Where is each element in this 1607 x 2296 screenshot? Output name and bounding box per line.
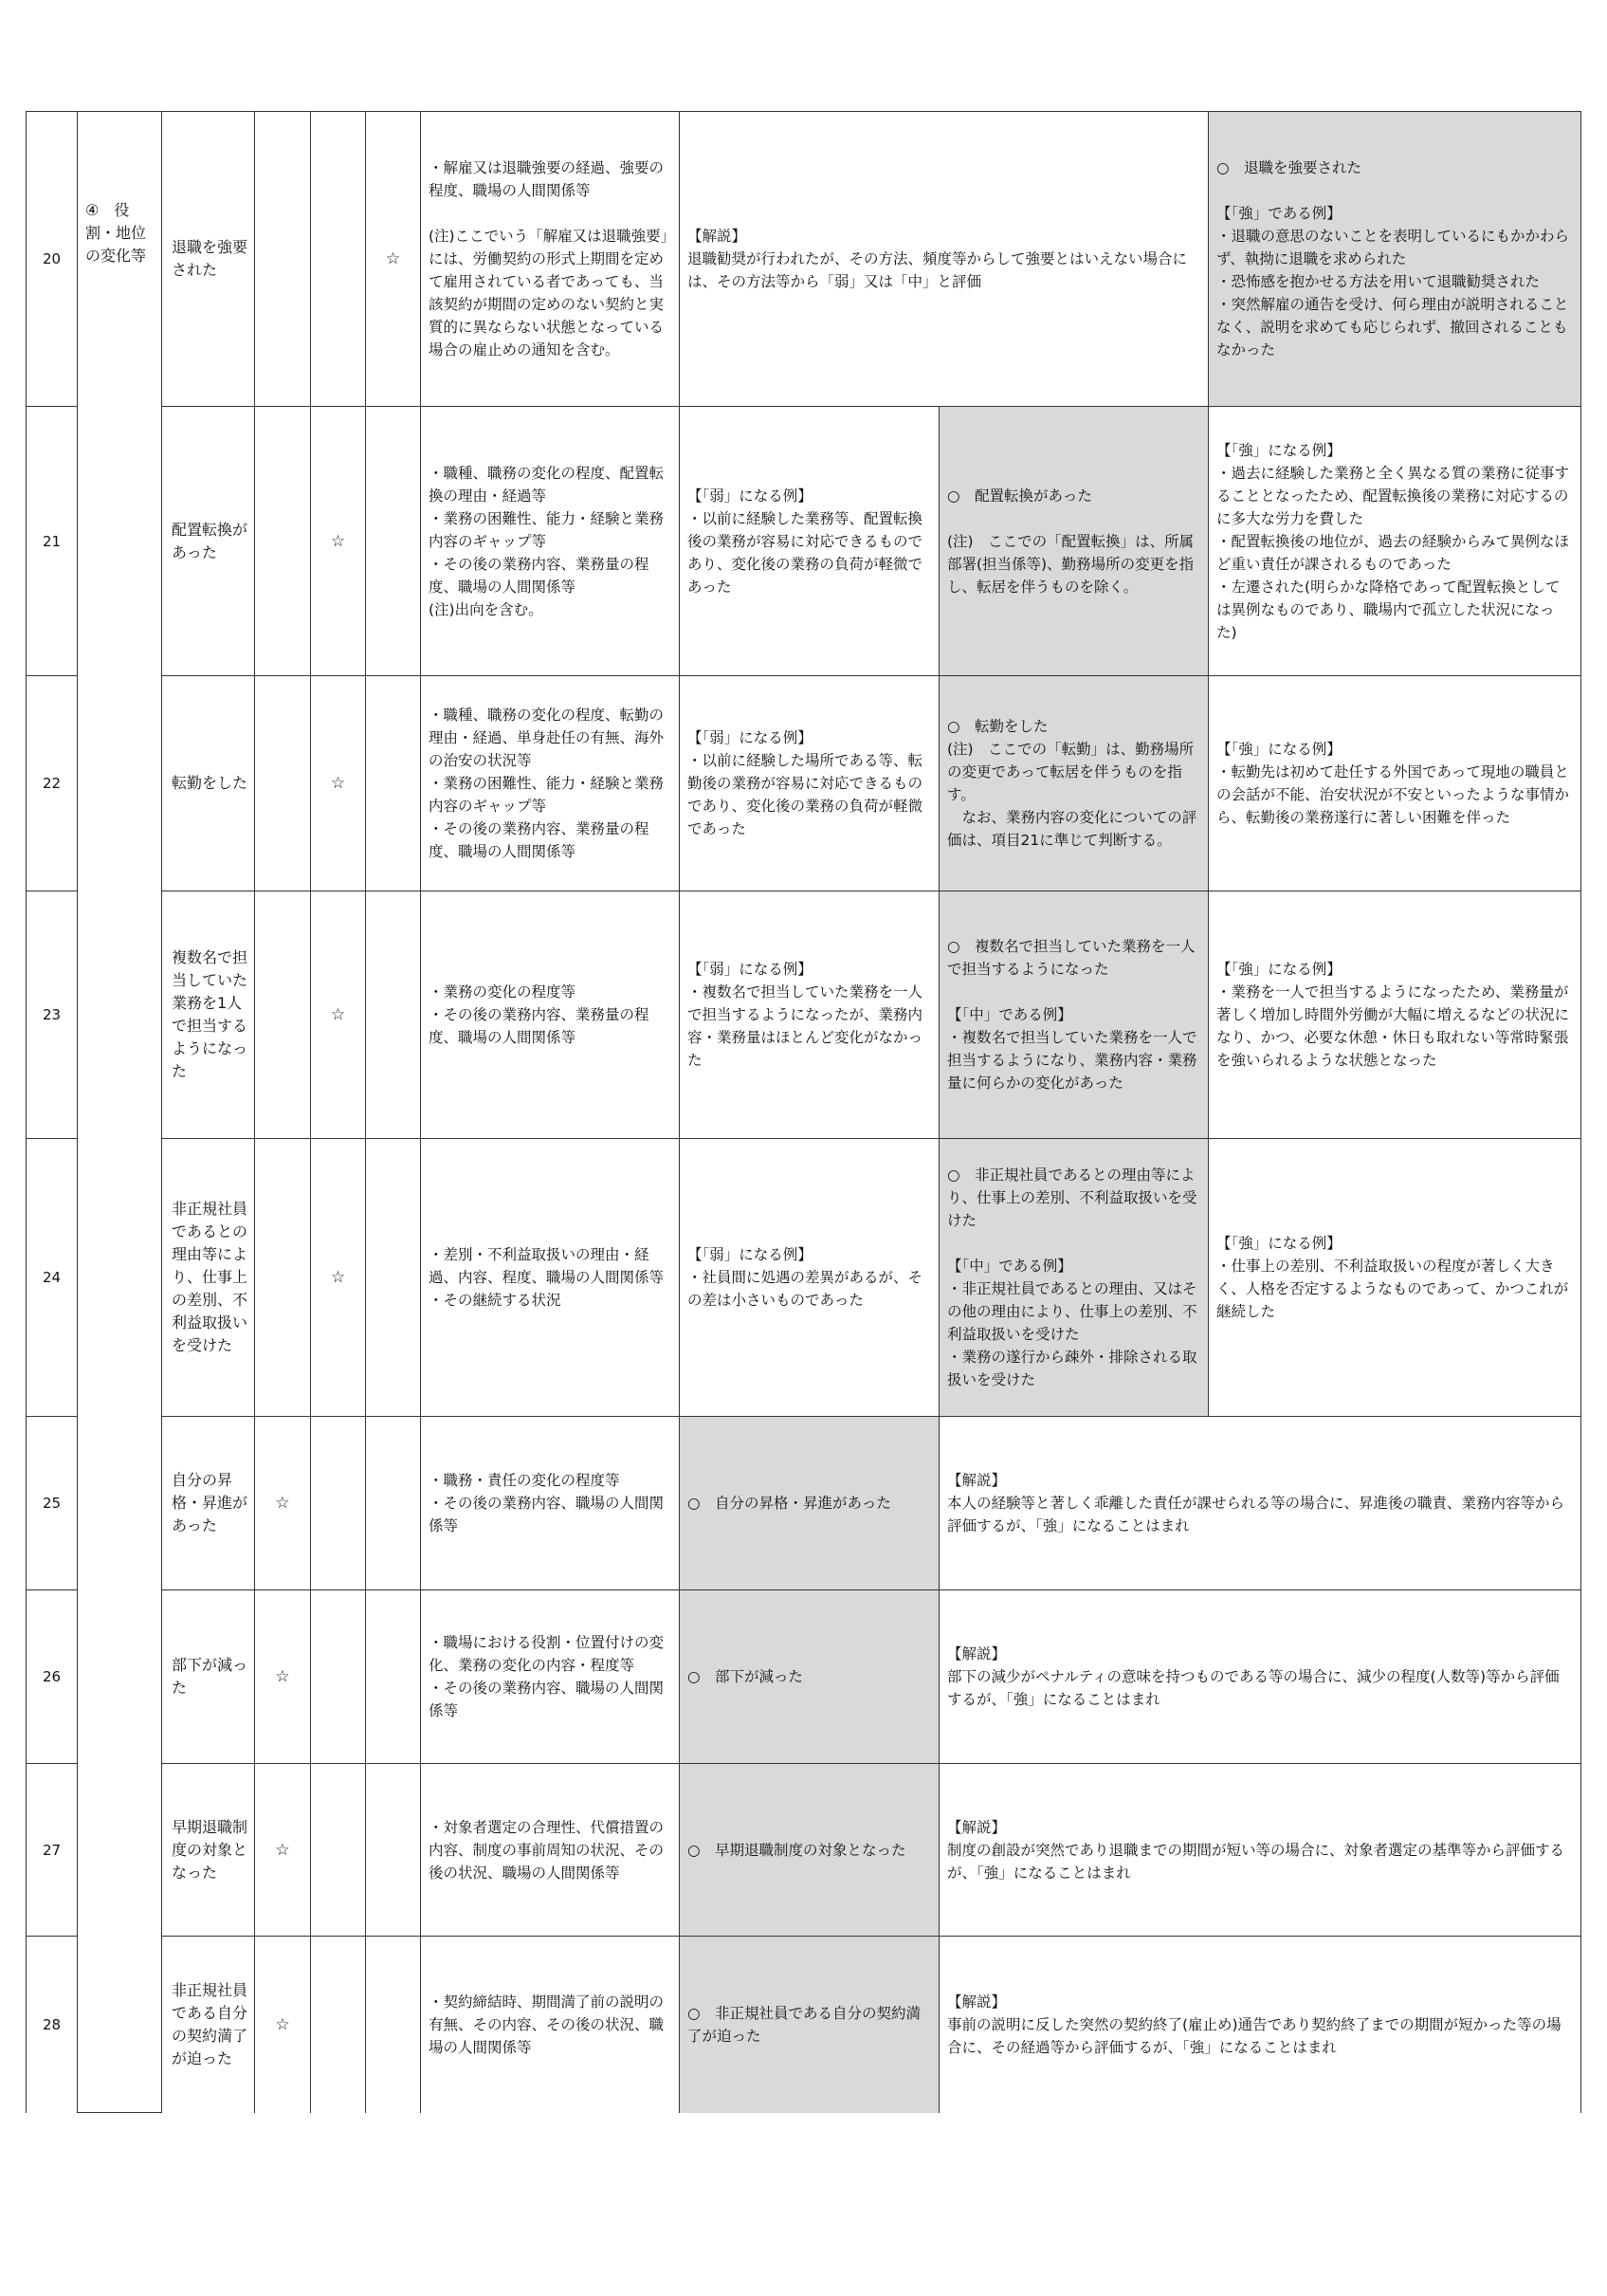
load-strong-marker <box>366 676 421 891</box>
weak-example: ○ 非正規社員である自分の契約満了が迫った <box>680 1937 940 2113</box>
explanation-cell: 【解説】 退職勧奨が行われたが、その方法、頻度等からして強要とはいえない場合には、その方法等から「弱」又は「中」と評価 <box>680 112 1209 407</box>
load-mid-marker: ☆ <box>311 891 366 1139</box>
strong-example: 【「強」になる例】 ・過去に経験した業務と全く異なる質の業務に従事することとなったため、配置転換後の業務に対応するのに多大な労力を費した ・配置転換後の地位が、過去の経験からみて異例なほど重い責任が課されるものであった ・左遷された(明らかな降格であって配置転換としては異例なものであり、職場内で孤立した状況になった) <box>1209 407 1581 676</box>
load-strong-marker: ☆ <box>366 112 421 407</box>
load-strong-marker <box>366 891 421 1139</box>
mid-example: ○ 配置転換があった (注) ここでの「配置転換」は、所属部署(担当係等)、勤務場所の変更を指し、転居を伴うものを除く。 <box>940 407 1209 676</box>
table-row <box>27 676 1581 891</box>
strong-example: 【「強」になる例】 ・転勤先は初めて赴任する外国であって現地の職員との会話が不能、治安状況が不安といったような事情から、転勤後の業務遂行に著しい困難を伴った <box>1209 676 1581 891</box>
load-strong-marker <box>366 1764 421 1937</box>
row-number: 20 <box>27 112 78 407</box>
load-mid-marker <box>311 1937 366 2113</box>
evaluation-points: ・職種、職務の変化の程度、転勤の理由・経過、単身赴任の有無、海外の治安の状況等 ・業務の困難性、能力・経験と業務内容のギャップ等 ・その後の業務内容、業務量の程度、職場の人間関係等 <box>421 676 680 891</box>
evaluation-points: ・契約締結時、期間満了前の説明の有無、その内容、その後の状況、職場の人間関係等 <box>421 1937 680 2113</box>
event-title: 複数名で担当していた業務を1人で担当するようになった <box>162 891 255 1139</box>
load-mid-marker <box>311 112 366 407</box>
load-mid-marker <box>311 1417 366 1590</box>
evaluation-points: ・職種、職務の変化の程度、配置転換の理由・経過等 ・業務の困難性、能力・経験と業務内容のギャップ等 ・その後の業務内容、業務量の程度、職場の人間関係等 (注)出向を含む。 <box>421 407 680 676</box>
load-mid-marker: ☆ <box>311 407 366 676</box>
load-mid-marker <box>311 1764 366 1937</box>
weak-example: ○ 自分の昇格・昇進があった <box>680 1417 940 1590</box>
load-mid-marker: ☆ <box>311 1139 366 1417</box>
event-title: 早期退職制度の対象となった <box>162 1764 255 1937</box>
evaluation-points: ・職務・責任の変化の程度等 ・その後の業務内容、職場の人間関係等 <box>421 1417 680 1590</box>
load-strong-marker <box>366 1139 421 1417</box>
mid-example: ○ 複数名で担当していた業務を一人で担当するようになった 【「中」である例】 ・複数名で担当していた業務を一人で担当するようになり、業務内容・業務量に何らかの変化があった <box>940 891 1209 1139</box>
mid-example: ○ 非正規社員であるとの理由等により、仕事上の差別、不利益取扱いを受けた 【「中」である例】 ・非正規社員であるとの理由、又はその他の理由により、仕事上の差別、不利益取扱いを受けた ・業務の遂行から疎外・排除される取扱いを受けた <box>940 1139 1209 1417</box>
evaluation-points: ・業務の変化の程度等 ・その後の業務内容、業務量の程度、職場の人間関係等 <box>421 891 680 1139</box>
event-title: 非正規社員である自分の契約満了が迫った <box>162 1937 255 2113</box>
load-weak-marker <box>255 891 311 1139</box>
mid-example: ○ 転勤をした (注) ここでの「転勤」は、勤務場所の変更であって転居を伴うものを指す。 なお、業務内容の変化についての評価は、項目21に準じて判断する。 <box>940 676 1209 891</box>
load-weak-marker <box>255 1139 311 1417</box>
explanation-cell: 【解説】 部下の減少がペナルティの意味を持つものである等の場合に、減少の程度(人数等)等から評価するが、「強」になることはまれ <box>940 1590 1581 1764</box>
load-weak-marker: ☆ <box>255 1764 311 1937</box>
explanation-cell: 【解説】 本人の経験等と著しく乖離した責任が課せられる等の場合に、昇進後の職責、業務内容等から評価するが、「強」になることはまれ <box>940 1417 1581 1590</box>
evaluation-points: ・差別・不利益取扱いの理由・経過、内容、程度、職場の人間関係等 ・その継続する状況 <box>421 1139 680 1417</box>
load-weak-marker <box>255 676 311 891</box>
load-strong-marker <box>366 1937 421 2113</box>
row-number: 27 <box>27 1764 78 1937</box>
load-strong-marker <box>366 407 421 676</box>
load-weak-marker: ☆ <box>255 1417 311 1590</box>
table-row <box>27 1417 1581 1590</box>
event-title: 自分の昇格・昇進があった <box>162 1417 255 1590</box>
explanation-cell: 【解説】 制度の創設が突然であり退職までの期間が短い等の場合に、対象者選定の基準等から評価するが、「強」になることはまれ <box>940 1764 1581 1937</box>
event-title: 部下が減った <box>162 1590 255 1764</box>
event-title: 配置転換があった <box>162 407 255 676</box>
event-title: 退職を強要された <box>162 112 255 407</box>
weak-example: 【「弱」になる例】 ・以前に経験した業務等、配置転換後の業務が容易に対応できるものであり、変化後の業務の負荷が軽微であった <box>680 407 940 676</box>
strong-example: 【「強」になる例】 ・業務を一人で担当するようになったため、業務量が著しく増加し時間外労働が大幅に増えるなどの状況になり、かつ、必要な休憩・休日も取れない等常時緊張を強いられるような状態となった <box>1209 891 1581 1139</box>
row-number: 28 <box>27 1937 78 2113</box>
weak-example: ○ 早期退職制度の対象となった <box>680 1764 940 1937</box>
load-mid-marker: ☆ <box>311 676 366 891</box>
load-strong-marker <box>366 1417 421 1590</box>
strong-example: ○ 退職を強要された 【「強」である例】 ・退職の意思のないことを表明しているにもかかわらず、執拗に退職を求められた ・恐怖感を抱かせる方法を用いて退職勧奨された ・突然解雇の通告を受け、何ら理由が説明されることなく、説明を求めても応じられず、撤回されることもなかった <box>1209 112 1581 407</box>
load-weak-marker: ☆ <box>255 1590 311 1764</box>
table-row <box>27 891 1581 1139</box>
stress-evaluation-table <box>26 111 1581 2113</box>
row-number: 22 <box>27 676 78 891</box>
load-strong-marker <box>366 1590 421 1764</box>
weak-example: ○ 部下が減った <box>680 1590 940 1764</box>
category-cell: ④ 役割・地位の変化等 <box>78 112 162 2113</box>
table-row <box>27 1764 1581 1937</box>
event-title: 転勤をした <box>162 676 255 891</box>
load-weak-marker: ☆ <box>255 1937 311 2113</box>
load-weak-marker <box>255 407 311 676</box>
table-row <box>27 112 1581 407</box>
row-number: 26 <box>27 1590 78 1764</box>
weak-example: 【「弱」になる例】 ・以前に経験した場所である等、転勤後の業務が容易に対応できるものであり、変化後の業務の負荷が軽微であった <box>680 676 940 891</box>
explanation-cell: 【解説】 事前の説明に反した突然の契約終了(雇止め)通告であり契約終了までの期間が短かった等の場合に、その経過等から評価するが、「強」になることはまれ <box>940 1937 1581 2113</box>
row-number: 25 <box>27 1417 78 1590</box>
row-number: 24 <box>27 1139 78 1417</box>
row-number: 21 <box>27 407 78 676</box>
evaluation-points: ・解雇又は退職強要の経過、強要の程度、職場の人間関係等 (注)ここでいう「解雇又は退職強要」には、労働契約の形式上期間を定めて雇用されている者であっても、当該契約が期間の定めのない契約と実質的に異ならない状態となっている場合の雇止めの通知を含む。 <box>421 112 680 407</box>
table-row <box>27 1139 1581 1417</box>
evaluation-points: ・対象者選定の合理性、代償措置の内容、制度の事前周知の状況、その後の状況、職場の人間関係等 <box>421 1764 680 1937</box>
table-row <box>27 407 1581 676</box>
strong-example: 【「強」になる例】 ・仕事上の差別、不利益取扱いの程度が著しく大きく、人格を否定するようなものであって、かつこれが継続した <box>1209 1139 1581 1417</box>
evaluation-points: ・職場における役割・位置付けの変化、業務の変化の内容・程度等 ・その後の業務内容、職場の人間関係等 <box>421 1590 680 1764</box>
load-weak-marker <box>255 112 311 407</box>
load-mid-marker <box>311 1590 366 1764</box>
weak-example: 【「弱」になる例】 ・複数名で担当していた業務を一人で担当するようになったが、業務内容・業務量はほとんど変化がなかった <box>680 891 940 1139</box>
event-title: 非正規社員であるとの理由等により、仕事上の差別、不利益取扱いを受けた <box>162 1139 255 1417</box>
weak-example: 【「弱」になる例】 ・社員間に処遇の差異があるが、その差は小さいものであった <box>680 1139 940 1417</box>
row-number: 23 <box>27 891 78 1139</box>
table-row <box>27 1590 1581 1764</box>
table-row <box>27 1937 1581 2113</box>
